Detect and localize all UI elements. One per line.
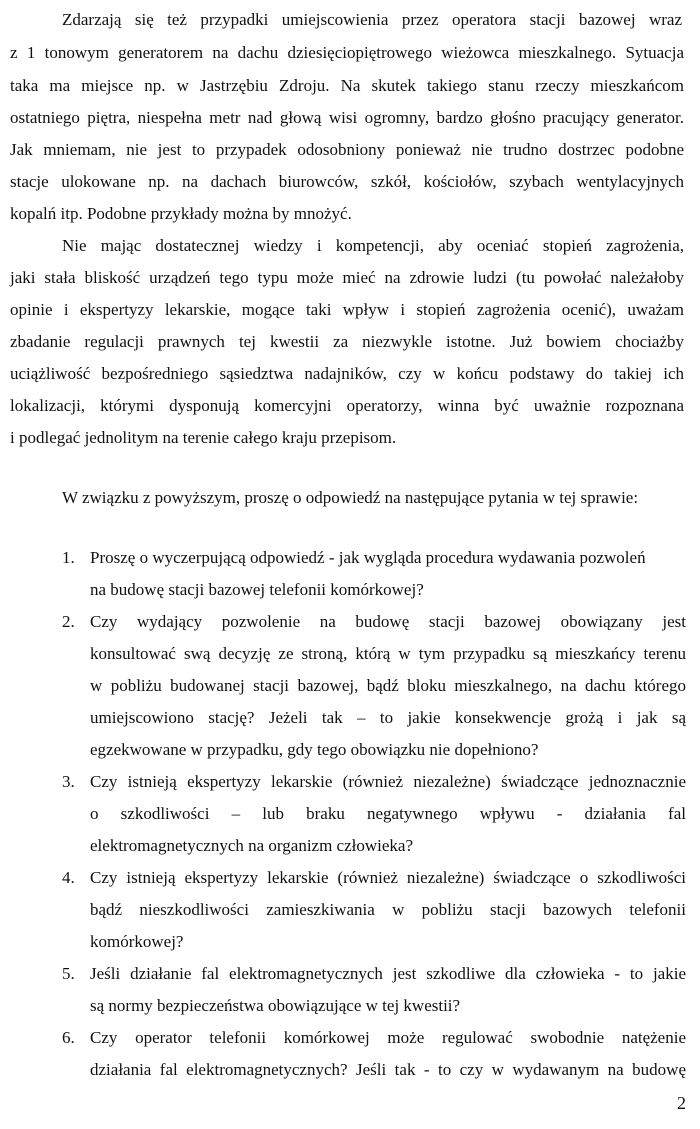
question-6-number: 6. xyxy=(62,1028,75,1047)
paragraph-1-line-7: kopalń itp. Podobne przykłady można by mnożyć. xyxy=(10,204,352,223)
page-number: 2 xyxy=(677,1093,686,1113)
paragraph-2-line-2: jaki stała bliskość urządzeń tego typu może mieć na zdrowie ludzi (tu powołać należałoby xyxy=(10,268,684,287)
question-3-line-2: o szkodliwości – lub braku negatywnego wpływu - działania fal xyxy=(90,804,686,823)
intro-question-line: W związku z powyższym, proszę o odpowiedź na następujące pytania w tej sprawie: xyxy=(62,488,639,507)
question-4-line-3: komórkowej? xyxy=(90,932,184,951)
question-2-line-1: Czy wydający pozwolenie na budowę stacji bazowej obowiązany jest xyxy=(90,612,686,631)
question-2-line-4: umiejscowiono stację? Jeżeli tak – to jakie konsekwencje grożą i jak są xyxy=(90,708,686,727)
question-3-line-3: elektromagnetycznych na organizm człowieka? xyxy=(90,836,414,855)
paragraph-2-line-5: uciążliwość bezpośredniego sąsiedztwa nadajników, czy w końcu podstawy do takiej ich xyxy=(10,364,684,383)
question-4-line-1: Czy istnieją ekspertyzy lekarskie (również niezależne) świadczące o szkodliwości xyxy=(90,868,686,887)
paragraph-1-line-5: Jak mniemam, nie jest to przypadek odosobniony ponieważ nie trudno dostrzec podobne xyxy=(10,140,684,159)
question-3-number: 3. xyxy=(62,772,75,791)
paragraph-1-line-1: Zdarzają się też przypadki umiejscowienia przez operatora stacji bazowej wraz xyxy=(62,10,682,29)
paragraph-1-line-6: stacje ulokowane np. na dachach biurowców, szkół, kościołów, szybach wentylacyjnych xyxy=(10,172,684,191)
question-4-line-2: bądź nieszkodliwości zamieszkiwania w pobliżu stacji bazowych telefonii xyxy=(90,900,686,919)
paragraph-2-line-6: lokalizacji, którymi dysponują komercyjni operatorzy, winna być uważnie rozpoznana xyxy=(10,396,684,415)
question-6-line-2: działania fal elektromagnetycznych? Jeśli tak - to czy w wydawanym na budowę xyxy=(90,1060,686,1079)
paragraph-1-line-4: ostatniego piętra, niespełna metr nad głową wisi ogromny, bardzo głośno pracujący generator. xyxy=(10,108,684,127)
paragraph-1-line-3: taka ma miejsce np. w Jastrzębiu Zdroju. Na skutek takiego stanu rzeczy mieszkańcom xyxy=(10,76,684,95)
question-4-number: 4. xyxy=(62,868,75,887)
paragraph-2-line-7: i podlegać jednolitym na terenie całego kraju przepisom. xyxy=(10,428,397,447)
paragraph-2-line-1: Nie mając dostatecznej wiedzy i kompetencji, aby oceniać stopień zagrożenia, xyxy=(62,236,684,255)
question-5-line-2: są normy bezpieczeństwa obowiązujące w tej kwestii? xyxy=(90,996,461,1015)
question-5-line-1: Jeśli działanie fal elektromagnetycznych jest szkodliwe dla człowieka - to jakie xyxy=(90,964,686,983)
question-1-line-1: Proszę o wyczerpującą odpowiedź - jak wygląda procedura wydawania pozwoleń xyxy=(90,548,646,567)
question-2-number: 2. xyxy=(62,612,75,631)
question-2-line-2: konsultować swą decyzję ze stroną, którą w tym przypadku są mieszkańcy terenu xyxy=(90,644,686,663)
paragraph-2-line-4: zbadanie regulacji prawnych tej kwestii za niezwykle istotne. Już bowiem chociażby xyxy=(10,332,684,351)
question-1-number: 1. xyxy=(62,548,75,567)
question-6-line-1: Czy operator telefonii komórkowej może regulować swobodnie natężenie xyxy=(90,1028,686,1047)
paragraph-1-line-2: z 1 tonowym generatorem na dachu dziesięciopiętrowego wieżowca mieszkalnego. Sytuacja xyxy=(10,43,684,62)
question-3-line-1: Czy istnieją ekspertyzy lekarskie (również niezależne) świadczące jednoznacznie xyxy=(90,772,686,791)
question-5-number: 5. xyxy=(62,964,75,983)
question-2-line-5: egzekwowane w przypadku, gdy tego obowiązku nie dopełniono? xyxy=(90,740,539,759)
question-1-line-2: na budowę stacji bazowej telefonii komórkowej? xyxy=(90,580,424,599)
question-2-line-3: w pobliżu budowanej stacji bazowej, bądź bloku mieszkalnego, na dachu którego xyxy=(90,676,686,695)
paragraph-2-line-3: opinie i ekspertyzy lekarskie, mogące taki wpływ i stopień zagrożenia ocenić), uważam xyxy=(10,300,684,319)
